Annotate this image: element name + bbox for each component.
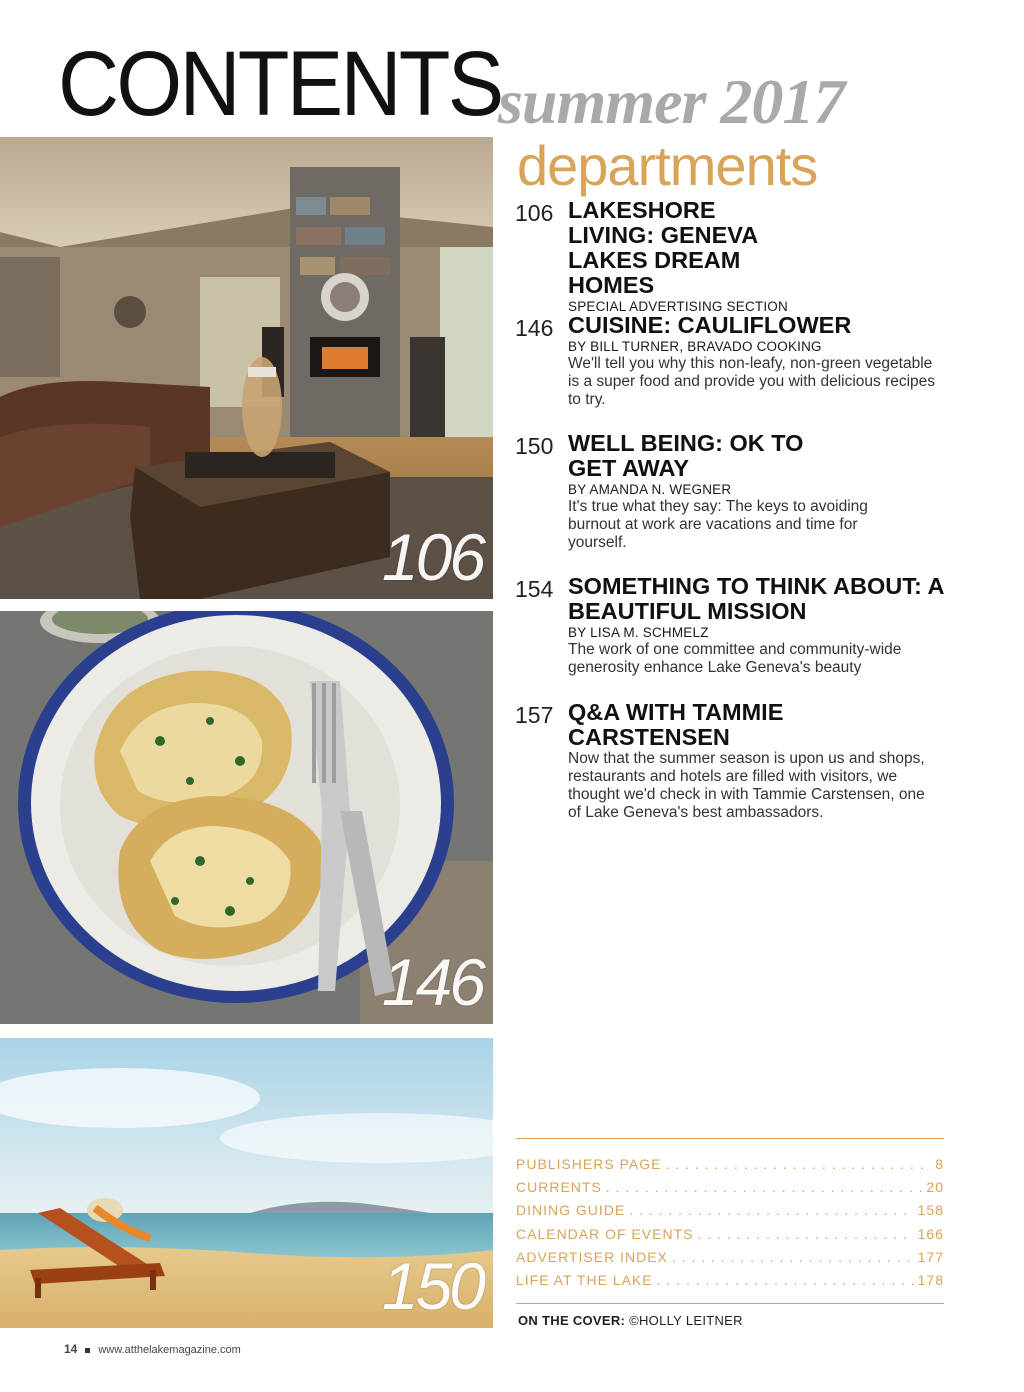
index-page: 158: [917, 1202, 944, 1219]
photo-page-label: 146: [381, 945, 483, 1019]
index-item[interactable]: [516, 1202, 944, 1225]
page-footer: [64, 1342, 241, 1356]
entry-description: The work of one committee and community-wide generosity enhance Lake Geneva's beauty: [568, 641, 902, 676]
entry-title[interactable]: WELL BEING: OK TO GET AWAY: [568, 430, 804, 481]
leader-dots: [672, 1249, 914, 1265]
index-label: LIFE AT THE LAKE: [516, 1271, 653, 1288]
index-item[interactable]: [516, 1272, 944, 1295]
index-item[interactable]: [516, 1156, 944, 1179]
footer-page-number: 14: [64, 1342, 78, 1356]
footer-url[interactable]: www.atthelakemagazine.com: [98, 1344, 241, 1356]
entry-page-number: 154: [515, 576, 554, 602]
department-entry[interactable]: [515, 431, 955, 552]
regular-index: [516, 1156, 944, 1295]
entry-description: We'll tell you why this non-leafy, non-green vegetable is a super food and provide you with delicious recipes to try.: [568, 355, 936, 408]
square-bullet-icon: [85, 1348, 90, 1353]
index-item[interactable]: [516, 1226, 944, 1249]
leader-dots: [665, 1156, 931, 1172]
photo-living-room: [0, 137, 493, 599]
photo-page-label: 150: [381, 1249, 483, 1323]
departments-heading: departments: [517, 134, 818, 197]
leader-dots: [657, 1272, 914, 1288]
entry-byline: BY LISA M. SCHMELZ: [568, 625, 709, 640]
photo-page-label: 106: [381, 520, 483, 594]
index-label: DINING GUIDE: [516, 1202, 626, 1219]
entry-page-number: 146: [515, 315, 554, 341]
index-label: PUBLISHERS PAGE: [516, 1156, 662, 1172]
department-entry[interactable]: [515, 313, 955, 409]
index-item[interactable]: [516, 1179, 944, 1202]
cover-credit-label: ON THE COVER:: [518, 1313, 626, 1328]
index-label: ADVERTISER INDEX: [516, 1248, 668, 1265]
cover-credit-value: ©HOLLY LEITNER: [629, 1313, 743, 1328]
entry-page-number: 150: [515, 433, 554, 459]
leader-dots: [606, 1179, 923, 1195]
entry-page-number: 106: [515, 200, 554, 226]
entry-title[interactable]: LAKESHORE LIVING: GENEVA LAKES DREAM HOMES: [568, 197, 758, 298]
leader-dots: [697, 1226, 913, 1242]
photo-beach: [0, 1038, 493, 1328]
index-page: 178: [917, 1271, 944, 1288]
cover-credit: [518, 1313, 743, 1328]
entry-title[interactable]: Q&A WITH TAMMIE CARSTENSEN: [568, 699, 784, 750]
department-entry[interactable]: [515, 574, 955, 677]
index-page: 20: [926, 1179, 944, 1196]
entry-byline: BY AMANDA N. WEGNER: [568, 482, 732, 497]
entry-byline: BY BILL TURNER, BRAVADO COOKING: [568, 339, 822, 354]
index-page: 166: [917, 1225, 944, 1242]
index-top-rule: [516, 1138, 944, 1139]
issue-subtitle: summer 2017: [498, 66, 845, 137]
index-bottom-rule: [516, 1303, 944, 1304]
entry-title[interactable]: SOMETHING TO THINK ABOUT: A BEAUTIFUL MISSION: [568, 573, 944, 624]
page-title: CONTENTS: [58, 33, 502, 135]
entry-title[interactable]: CUISINE: CAULIFLOWER: [568, 312, 852, 338]
entry-description: It's true what they say: The keys to avoiding burnout at work are vacations and time for yourself.: [568, 498, 868, 551]
index-label: CURRENTS: [516, 1179, 602, 1196]
entry-description: Now that the summer season is upon us and shops, restaurants and hotels are filled with visitors, we thought we'd check in with Tammie Carstensen, one of Lake Geneva's best ambassadors.: [568, 750, 925, 821]
index-page: 177: [917, 1248, 944, 1265]
index-item[interactable]: [516, 1249, 944, 1272]
index-label: CALENDAR OF EVENTS: [516, 1225, 694, 1242]
entry-byline: SPECIAL ADVERTISING SECTION: [568, 299, 788, 314]
entry-page-number: 157: [515, 702, 554, 728]
index-page: 8: [935, 1156, 944, 1172]
leader-dots: [629, 1202, 913, 1218]
department-entry[interactable]: [515, 198, 955, 315]
department-entry[interactable]: [515, 700, 955, 822]
photo-cauliflower: [0, 611, 493, 1024]
